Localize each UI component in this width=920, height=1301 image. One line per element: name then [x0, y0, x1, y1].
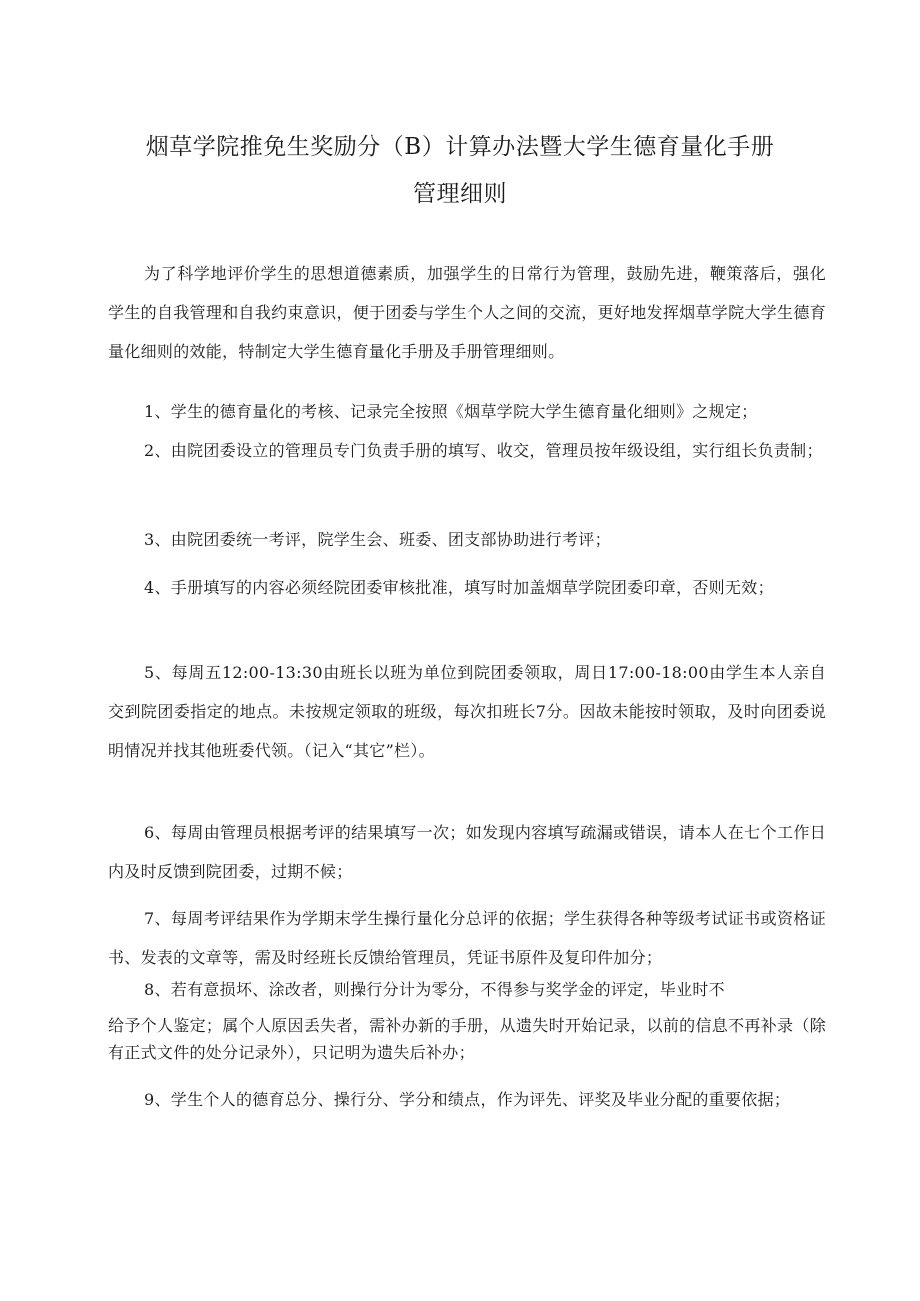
- rule-item-5: 5、每周五12:00-13:30由班长以班为单位到院团委领取，周日17:00-18:00由学生本人亲自交到院团委指定的地点。未按规定领取的班级，每次扣班长7分。因故未能按时领取，及时向团委说明情况并找其他班委代领。（记入“其它”栏）。: [108, 663, 826, 760]
- rule-item-9: 9、学生个人的德育总分、操行分、学分和绩点，作为评先、评奖及毕业分配的重要依据；: [144, 1090, 791, 1109]
- rule-item-1: 1、学生的德育量化的考核、记录完全按照《烟草学院大学生德育量化细则》之规定；: [144, 402, 758, 421]
- rule-item-4: 4、手册填写的内容必须经院团委审核批准，填写时加盖烟草学院团委印章，否则无效；: [144, 578, 774, 597]
- rule-item-2: 2、由院团委设立的管理员专门负责手册的填写、收交，管理员按年级设组，实行组长负责制；: [144, 441, 823, 460]
- document-subtitle: 管理细则: [413, 181, 507, 207]
- rule-item-7: 7、每周考评结果作为学期末学生操行量化分总评的依据；学生获得各种等级考试证书或资格证书、发表的文章等，需及时经班长反馈给管理员，凭证书原件及复印件加分；: [108, 909, 826, 967]
- rule-item-6: 6、每周由管理员根据考评的结果填写一次；如发现内容填写疏漏或错误，请本人在七个工作日内及时反馈到院团委，过期不候；: [108, 823, 826, 881]
- document-title: 烟草学院推免生奖励分（B）计算办法暨大学生德育量化手册: [145, 134, 775, 160]
- rule-item-8: 8、若有意损坏、涂改者，则操行分计为零分，不得参与奖学金的评定，毕业时不: [144, 980, 725, 999]
- intro-paragraph: 为了科学地评价学生的思想道德素质，加强学生的日常行为管理，鼓励先进，鞭策落后，强化学生的自我管理和自我约束意识，便于团委与学生个人之间的交流，更好地发挥烟草学院大学生德育量化细则的效能，特制定大学生德育量化手册及手册管理细则。: [108, 264, 826, 361]
- rule-item-3: 3、由院团委统一考评，院学生会、班委、团支部协助进行考评；: [144, 530, 611, 549]
- rule-item-8-continued: 给予个人鉴定；属个人原因丢失者，需补办新的手册，从遗失时开始记录，以前的信息不再补录（除有正式文件的处分记录外），只记明为遗失后补办；: [108, 1016, 826, 1062]
